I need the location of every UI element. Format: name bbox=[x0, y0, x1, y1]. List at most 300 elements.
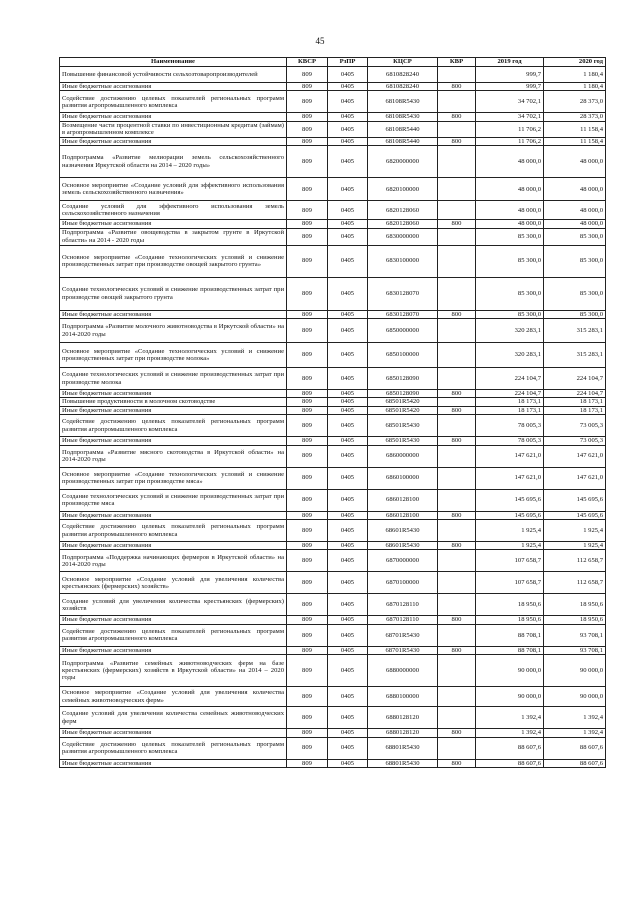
cell-2020: 88 607,6 bbox=[544, 759, 606, 767]
table-body bbox=[60, 67, 606, 768]
cell-kvsr: 809 bbox=[287, 467, 328, 489]
cell-kcsr: 6810828240 bbox=[368, 83, 438, 91]
cell-kcsr: 68108R5440 bbox=[368, 121, 438, 137]
cell-kvr: 800 bbox=[438, 390, 476, 398]
cell-name: Содействие достижению целевых показателей региональных программ развития агропромышленного комплекса bbox=[60, 624, 287, 646]
cell-rzpr: 0405 bbox=[328, 67, 368, 83]
cell-2019: 1 925,4 bbox=[476, 542, 544, 550]
cell-2020: 147 621,0 bbox=[544, 467, 606, 489]
cell-name: Основное мероприятие «Создание условий для эффективного использования земель сельскохозяйственного назначения» bbox=[60, 178, 287, 201]
cell-name: Основное мероприятие «Создание условий для увеличения количества крестьянских (фермерских) хозяйств» bbox=[60, 572, 287, 594]
cell-2020: 48 000,0 bbox=[544, 146, 606, 178]
cell-2020: 73 005,3 bbox=[544, 415, 606, 437]
cell-name: Создание условий для эффективного использования земель сельскохозяйственного назначения bbox=[60, 201, 287, 220]
cell-2019: 320 283,1 bbox=[476, 319, 544, 343]
table-row bbox=[60, 83, 606, 91]
cell-rzpr: 0405 bbox=[328, 406, 368, 414]
cell-kvr bbox=[438, 572, 476, 594]
table-row bbox=[60, 228, 606, 245]
cell-name: Повышение продуктивности в молочном скотоводстве bbox=[60, 398, 287, 406]
cell-name: Создание технологических условий и снижение производственных затрат при производстве молока bbox=[60, 368, 287, 390]
cell-2020: 1 925,4 bbox=[544, 520, 606, 542]
cell-kcsr: 68701R5430 bbox=[368, 646, 438, 654]
cell-kvsr: 809 bbox=[287, 520, 328, 542]
cell-rzpr: 0405 bbox=[328, 511, 368, 519]
cell-kvr bbox=[438, 368, 476, 390]
cell-kcsr: 68108R5440 bbox=[368, 137, 438, 145]
cell-kcsr: 6810828240 bbox=[368, 67, 438, 83]
cell-rzpr: 0405 bbox=[328, 390, 368, 398]
cell-kcsr: 6860128100 bbox=[368, 489, 438, 511]
cell-name: Содействие достижению целевых показателей региональных программ развития агропромышленного комплекса bbox=[60, 415, 287, 437]
cell-name: Создание технологических условий и снижение производственных затрат при производстве овощей закрытого грунта bbox=[60, 277, 287, 310]
cell-kvsr: 809 bbox=[287, 310, 328, 318]
cell-kvsr: 809 bbox=[287, 368, 328, 390]
cell-kvsr: 809 bbox=[287, 550, 328, 572]
table-row bbox=[60, 390, 606, 398]
cell-2020: 112 658,7 bbox=[544, 572, 606, 594]
cell-2019: 34 702,1 bbox=[476, 113, 544, 121]
cell-kcsr: 6830000000 bbox=[368, 228, 438, 245]
cell-name: Основное мероприятие «Создание технологических условий и снижение производственных затрат при производстве молока» bbox=[60, 343, 287, 368]
cell-rzpr: 0405 bbox=[328, 201, 368, 220]
header-name: Наименование bbox=[60, 58, 287, 67]
cell-rzpr: 0405 bbox=[328, 729, 368, 737]
cell-kvsr: 809 bbox=[287, 319, 328, 343]
cell-2019: 11 706,2 bbox=[476, 137, 544, 145]
cell-name: Иные бюджетные ассигнования bbox=[60, 437, 287, 445]
cell-kvr bbox=[438, 67, 476, 83]
cell-2020: 28 373,0 bbox=[544, 91, 606, 113]
cell-2019: 11 706,2 bbox=[476, 121, 544, 137]
cell-name: Основное мероприятие «Создание технологических условий и снижение производственных затрат при производстве мяса» bbox=[60, 467, 287, 489]
cell-rzpr: 0405 bbox=[328, 616, 368, 624]
cell-kvr bbox=[438, 343, 476, 368]
cell-2019: 1 925,4 bbox=[476, 520, 544, 542]
cell-kvr: 800 bbox=[438, 137, 476, 145]
cell-kcsr: 6850128090 bbox=[368, 368, 438, 390]
cell-kcsr: 68501R5430 bbox=[368, 415, 438, 437]
cell-kvr bbox=[438, 398, 476, 406]
cell-kvsr: 809 bbox=[287, 67, 328, 83]
cell-2020: 18 173,1 bbox=[544, 406, 606, 414]
cell-kcsr: 6870000000 bbox=[368, 550, 438, 572]
cell-rzpr: 0405 bbox=[328, 737, 368, 759]
cell-kcsr: 6880128120 bbox=[368, 729, 438, 737]
cell-kvr: 800 bbox=[438, 616, 476, 624]
table-row bbox=[60, 220, 606, 228]
table-row bbox=[60, 489, 606, 511]
cell-rzpr: 0405 bbox=[328, 220, 368, 228]
cell-2020: 315 283,1 bbox=[544, 319, 606, 343]
cell-name: Подпрограмма «Развитие овощеводства в закрытом грунте в Иркутской области» на 2014 - 2020 годы bbox=[60, 228, 287, 245]
cell-name: Возмещение части процентной ставки по инвестиционным кредитам (займам) в агропромышленном комплексе bbox=[60, 121, 287, 137]
header-kvsr: КВСР bbox=[287, 58, 328, 67]
cell-name: Создание условий для увеличения количества крестьянских (фермерских) хозяйств bbox=[60, 594, 287, 616]
cell-name: Иные бюджетные ассигнования bbox=[60, 113, 287, 121]
table-row bbox=[60, 67, 606, 83]
cell-name: Подпрограмма «Развитие молочного животноводства в Иркутской области» на 2014-2020 годы bbox=[60, 319, 287, 343]
cell-kvr: 800 bbox=[438, 310, 476, 318]
cell-2020: 1 180,4 bbox=[544, 83, 606, 91]
cell-2020: 1 925,4 bbox=[544, 542, 606, 550]
cell-kcsr: 68601R5430 bbox=[368, 520, 438, 542]
table-row bbox=[60, 687, 606, 707]
table-row bbox=[60, 572, 606, 594]
cell-kvsr: 809 bbox=[287, 415, 328, 437]
cell-kvsr: 809 bbox=[287, 83, 328, 91]
cell-name: Содействие достижению целевых показателей региональных программ развития агропромышленного комплекса bbox=[60, 737, 287, 759]
cell-kvr bbox=[438, 737, 476, 759]
cell-2019: 107 658,7 bbox=[476, 550, 544, 572]
cell-2019: 18 950,6 bbox=[476, 616, 544, 624]
cell-2020: 315 283,1 bbox=[544, 343, 606, 368]
cell-kvr bbox=[438, 707, 476, 729]
cell-name: Подпрограмма «Развитие мясного скотоводства в Иркутской области» на 2014-2020 годы bbox=[60, 445, 287, 467]
cell-kcsr: 6850128090 bbox=[368, 390, 438, 398]
cell-2019: 85 300,0 bbox=[476, 310, 544, 318]
cell-2019: 107 658,7 bbox=[476, 572, 544, 594]
cell-2019: 48 000,0 bbox=[476, 220, 544, 228]
cell-kcsr: 6860100000 bbox=[368, 467, 438, 489]
cell-name: Иные бюджетные ассигнования bbox=[60, 83, 287, 91]
cell-name: Иные бюджетные ассигнования bbox=[60, 390, 287, 398]
cell-rzpr: 0405 bbox=[328, 646, 368, 654]
cell-name: Иные бюджетные ассигнования bbox=[60, 220, 287, 228]
cell-2020: 112 658,7 bbox=[544, 550, 606, 572]
cell-kvsr: 809 bbox=[287, 277, 328, 310]
cell-2020: 18 950,6 bbox=[544, 616, 606, 624]
cell-kvr bbox=[438, 687, 476, 707]
cell-rzpr: 0405 bbox=[328, 83, 368, 91]
cell-2019: 78 005,3 bbox=[476, 415, 544, 437]
cell-2019: 145 695,6 bbox=[476, 489, 544, 511]
cell-2020: 93 708,1 bbox=[544, 646, 606, 654]
cell-2020: 1 180,4 bbox=[544, 67, 606, 83]
cell-kcsr: 68801R5430 bbox=[368, 759, 438, 767]
cell-2019: 88 607,6 bbox=[476, 737, 544, 759]
table-header-row bbox=[60, 58, 606, 67]
cell-2019: 18 950,6 bbox=[476, 594, 544, 616]
cell-kcsr: 6820100000 bbox=[368, 178, 438, 201]
cell-kcsr: 6870128110 bbox=[368, 594, 438, 616]
table-row bbox=[60, 137, 606, 145]
table-row bbox=[60, 113, 606, 121]
cell-2020: 18 173,1 bbox=[544, 398, 606, 406]
cell-kvr: 800 bbox=[438, 406, 476, 414]
cell-kcsr: 6830128070 bbox=[368, 277, 438, 310]
cell-rzpr: 0405 bbox=[328, 178, 368, 201]
cell-2020: 48 000,0 bbox=[544, 220, 606, 228]
cell-2019: 999,7 bbox=[476, 67, 544, 83]
cell-kvsr: 809 bbox=[287, 594, 328, 616]
cell-kcsr: 6820000000 bbox=[368, 146, 438, 178]
cell-kvsr: 809 bbox=[287, 137, 328, 145]
cell-rzpr: 0405 bbox=[328, 759, 368, 767]
cell-name: Подпрограмма «Развитие семейных животноводческих ферм на базе крестьянских (фермерских) хозяйств в Иркутской области» на 2014 – 2020 годы bbox=[60, 655, 287, 687]
cell-kvsr: 809 bbox=[287, 406, 328, 414]
cell-2019: 88 607,6 bbox=[476, 759, 544, 767]
cell-name: Иные бюджетные ассигнования bbox=[60, 616, 287, 624]
cell-kvr bbox=[438, 245, 476, 277]
cell-kcsr: 6870100000 bbox=[368, 572, 438, 594]
table-row bbox=[60, 437, 606, 445]
table-row bbox=[60, 759, 606, 767]
table-row bbox=[60, 415, 606, 437]
cell-2019: 34 702,1 bbox=[476, 91, 544, 113]
table-row bbox=[60, 178, 606, 201]
table-row bbox=[60, 201, 606, 220]
cell-2019: 224 104,7 bbox=[476, 368, 544, 390]
cell-kvr: 800 bbox=[438, 437, 476, 445]
cell-kcsr: 68501R5430 bbox=[368, 437, 438, 445]
cell-2020: 145 695,6 bbox=[544, 489, 606, 511]
cell-rzpr: 0405 bbox=[328, 137, 368, 145]
cell-kcsr: 6860128100 bbox=[368, 511, 438, 519]
page-number: 45 bbox=[315, 36, 325, 46]
table-row bbox=[60, 511, 606, 519]
cell-kvr bbox=[438, 467, 476, 489]
table-row bbox=[60, 646, 606, 654]
cell-2020: 93 708,1 bbox=[544, 624, 606, 646]
cell-kvr bbox=[438, 624, 476, 646]
cell-kvr: 800 bbox=[438, 542, 476, 550]
cell-2020: 11 158,4 bbox=[544, 137, 606, 145]
header-kvr: КВР bbox=[438, 58, 476, 67]
table-row bbox=[60, 542, 606, 550]
cell-rzpr: 0405 bbox=[328, 91, 368, 113]
cell-kvsr: 809 bbox=[287, 616, 328, 624]
cell-2019: 18 173,1 bbox=[476, 406, 544, 414]
cell-rzpr: 0405 bbox=[328, 277, 368, 310]
cell-rzpr: 0405 bbox=[328, 228, 368, 245]
header-2020: 2020 год bbox=[544, 58, 606, 67]
cell-kvsr: 809 bbox=[287, 445, 328, 467]
cell-kvr bbox=[438, 594, 476, 616]
cell-kvr bbox=[438, 415, 476, 437]
cell-2020: 18 950,6 bbox=[544, 594, 606, 616]
cell-2019: 320 283,1 bbox=[476, 343, 544, 368]
cell-kvsr: 809 bbox=[287, 542, 328, 550]
cell-2020: 1 392,4 bbox=[544, 729, 606, 737]
cell-2019: 85 300,0 bbox=[476, 245, 544, 277]
table-row bbox=[60, 520, 606, 542]
cell-kvr bbox=[438, 228, 476, 245]
table-row bbox=[60, 550, 606, 572]
cell-kvr: 800 bbox=[438, 83, 476, 91]
cell-kvsr: 809 bbox=[287, 655, 328, 687]
table-row bbox=[60, 310, 606, 318]
cell-kvsr: 809 bbox=[287, 390, 328, 398]
cell-2019: 999,7 bbox=[476, 83, 544, 91]
cell-2020: 48 000,0 bbox=[544, 178, 606, 201]
cell-2019: 90 000,0 bbox=[476, 687, 544, 707]
cell-rzpr: 0405 bbox=[328, 520, 368, 542]
cell-2019: 78 005,3 bbox=[476, 437, 544, 445]
cell-rzpr: 0405 bbox=[328, 310, 368, 318]
cell-kvsr: 809 bbox=[287, 220, 328, 228]
cell-2020: 48 000,0 bbox=[544, 201, 606, 220]
cell-kvr bbox=[438, 121, 476, 137]
cell-2020: 73 005,3 bbox=[544, 437, 606, 445]
cell-rzpr: 0405 bbox=[328, 113, 368, 121]
cell-name: Иные бюджетные ассигнования bbox=[60, 511, 287, 519]
cell-kvsr: 809 bbox=[287, 146, 328, 178]
cell-2019: 88 708,1 bbox=[476, 646, 544, 654]
cell-2020: 224 104,7 bbox=[544, 390, 606, 398]
cell-2019: 147 621,0 bbox=[476, 445, 544, 467]
cell-kcsr: 6830100000 bbox=[368, 245, 438, 277]
cell-kvr bbox=[438, 146, 476, 178]
cell-kcsr: 6830128070 bbox=[368, 310, 438, 318]
cell-name: Иные бюджетные ассигнования bbox=[60, 542, 287, 550]
table-row bbox=[60, 624, 606, 646]
cell-rzpr: 0405 bbox=[328, 707, 368, 729]
cell-rzpr: 0405 bbox=[328, 445, 368, 467]
cell-2020: 90 000,0 bbox=[544, 655, 606, 687]
cell-kcsr: 68501R5420 bbox=[368, 398, 438, 406]
cell-kvr bbox=[438, 91, 476, 113]
cell-kvr bbox=[438, 201, 476, 220]
table-row bbox=[60, 91, 606, 113]
cell-kvsr: 809 bbox=[287, 624, 328, 646]
cell-2020: 147 621,0 bbox=[544, 445, 606, 467]
cell-2019: 147 621,0 bbox=[476, 467, 544, 489]
cell-2019: 48 000,0 bbox=[476, 178, 544, 201]
cell-kcsr: 68108R5430 bbox=[368, 113, 438, 121]
cell-2020: 145 695,6 bbox=[544, 511, 606, 519]
cell-rzpr: 0405 bbox=[328, 467, 368, 489]
cell-kvr: 800 bbox=[438, 759, 476, 767]
cell-rzpr: 0405 bbox=[328, 437, 368, 445]
cell-2020: 1 392,4 bbox=[544, 707, 606, 729]
cell-rzpr: 0405 bbox=[328, 146, 368, 178]
cell-kvsr: 809 bbox=[287, 228, 328, 245]
cell-kcsr: 6870128110 bbox=[368, 616, 438, 624]
table-row bbox=[60, 467, 606, 489]
cell-kvsr: 809 bbox=[287, 707, 328, 729]
cell-kvsr: 809 bbox=[287, 121, 328, 137]
cell-2019: 90 000,0 bbox=[476, 655, 544, 687]
cell-kcsr: 6850100000 bbox=[368, 343, 438, 368]
cell-kvsr: 809 bbox=[287, 737, 328, 759]
table-row bbox=[60, 655, 606, 687]
cell-rzpr: 0405 bbox=[328, 415, 368, 437]
cell-2020: 85 300,0 bbox=[544, 310, 606, 318]
cell-2020: 88 607,6 bbox=[544, 737, 606, 759]
cell-kvr bbox=[438, 520, 476, 542]
cell-kvsr: 809 bbox=[287, 489, 328, 511]
cell-kvsr: 809 bbox=[287, 201, 328, 220]
cell-kcsr: 6880000000 bbox=[368, 655, 438, 687]
cell-2019: 1 392,4 bbox=[476, 729, 544, 737]
cell-kvsr: 809 bbox=[287, 687, 328, 707]
cell-2020: 224 104,7 bbox=[544, 368, 606, 390]
cell-2019: 85 300,0 bbox=[476, 228, 544, 245]
cell-name: Создание технологических условий и снижение производственных затрат при производстве мяса bbox=[60, 489, 287, 511]
cell-kcsr: 68701R5430 bbox=[368, 624, 438, 646]
cell-kvsr: 809 bbox=[287, 646, 328, 654]
cell-rzpr: 0405 bbox=[328, 368, 368, 390]
cell-kvr: 800 bbox=[438, 113, 476, 121]
cell-kvsr: 809 bbox=[287, 343, 328, 368]
cell-rzpr: 0405 bbox=[328, 121, 368, 137]
budget-table bbox=[59, 57, 606, 768]
cell-kcsr: 6820128060 bbox=[368, 220, 438, 228]
cell-kvr bbox=[438, 319, 476, 343]
cell-kcsr: 6880128120 bbox=[368, 707, 438, 729]
table-row bbox=[60, 594, 606, 616]
cell-2019: 48 000,0 bbox=[476, 201, 544, 220]
cell-kcsr: 6820128060 bbox=[368, 201, 438, 220]
table-row bbox=[60, 616, 606, 624]
cell-kvsr: 809 bbox=[287, 91, 328, 113]
cell-2019: 224 104,7 bbox=[476, 390, 544, 398]
cell-kvsr: 809 bbox=[287, 398, 328, 406]
cell-kvr bbox=[438, 489, 476, 511]
cell-2020: 85 300,0 bbox=[544, 245, 606, 277]
cell-2019: 88 708,1 bbox=[476, 624, 544, 646]
header-kcsr: КЦСР bbox=[368, 58, 438, 67]
cell-name: Иные бюджетные ассигнования bbox=[60, 759, 287, 767]
cell-kvsr: 809 bbox=[287, 759, 328, 767]
cell-2020: 90 000,0 bbox=[544, 687, 606, 707]
cell-name: Основное мероприятие «Создание технологических условий и снижение производственных затрат при производстве овощей закрытого грунта» bbox=[60, 245, 287, 277]
cell-name: Создание условий для увеличения количества семейных животноводческих ферм bbox=[60, 707, 287, 729]
cell-kvr: 800 bbox=[438, 220, 476, 228]
cell-kcsr: 6860000000 bbox=[368, 445, 438, 467]
table-row bbox=[60, 707, 606, 729]
cell-kvr: 800 bbox=[438, 646, 476, 654]
cell-kcsr: 68601R5430 bbox=[368, 542, 438, 550]
cell-name: Иные бюджетные ассигнования bbox=[60, 406, 287, 414]
cell-name: Основное мероприятие «Создание условий для увеличения количества семейных животноводческих ферм» bbox=[60, 687, 287, 707]
cell-rzpr: 0405 bbox=[328, 245, 368, 277]
table-row bbox=[60, 319, 606, 343]
cell-rzpr: 0405 bbox=[328, 489, 368, 511]
table-row bbox=[60, 121, 606, 137]
table-row bbox=[60, 398, 606, 406]
header-2019: 2019 год bbox=[476, 58, 544, 67]
cell-kcsr: 68801R5430 bbox=[368, 737, 438, 759]
cell-name: Иные бюджетные ассигнования bbox=[60, 137, 287, 145]
cell-rzpr: 0405 bbox=[328, 655, 368, 687]
table-row bbox=[60, 445, 606, 467]
cell-kvsr: 809 bbox=[287, 178, 328, 201]
cell-rzpr: 0405 bbox=[328, 319, 368, 343]
cell-name: Иные бюджетные ассигнования bbox=[60, 310, 287, 318]
cell-name: Повышение финансовой устойчивости сельхозтоваропроизводителей bbox=[60, 67, 287, 83]
cell-2019: 18 173,1 bbox=[476, 398, 544, 406]
cell-kvr: 800 bbox=[438, 511, 476, 519]
table-row bbox=[60, 406, 606, 414]
cell-kcsr: 68108R5430 bbox=[368, 91, 438, 113]
header-rzpr: РзПР bbox=[328, 58, 368, 67]
cell-name: Иные бюджетные ассигнования bbox=[60, 646, 287, 654]
table-row bbox=[60, 277, 606, 310]
cell-name: Подпрограмма «Поддержка начинающих фермеров в Иркутской области» на 2014-2020 годы bbox=[60, 550, 287, 572]
cell-name: Подпрограмма «Развитие мелиорации земель сельскохозяйственного назначения Иркутской области на 2014 – 2020 годы» bbox=[60, 146, 287, 178]
cell-kvr bbox=[438, 178, 476, 201]
table-row bbox=[60, 146, 606, 178]
cell-rzpr: 0405 bbox=[328, 624, 368, 646]
cell-rzpr: 0405 bbox=[328, 398, 368, 406]
cell-kvsr: 809 bbox=[287, 729, 328, 737]
cell-kcsr: 6850000000 bbox=[368, 319, 438, 343]
cell-kvsr: 809 bbox=[287, 572, 328, 594]
cell-2019: 145 695,6 bbox=[476, 511, 544, 519]
cell-2020: 85 300,0 bbox=[544, 228, 606, 245]
